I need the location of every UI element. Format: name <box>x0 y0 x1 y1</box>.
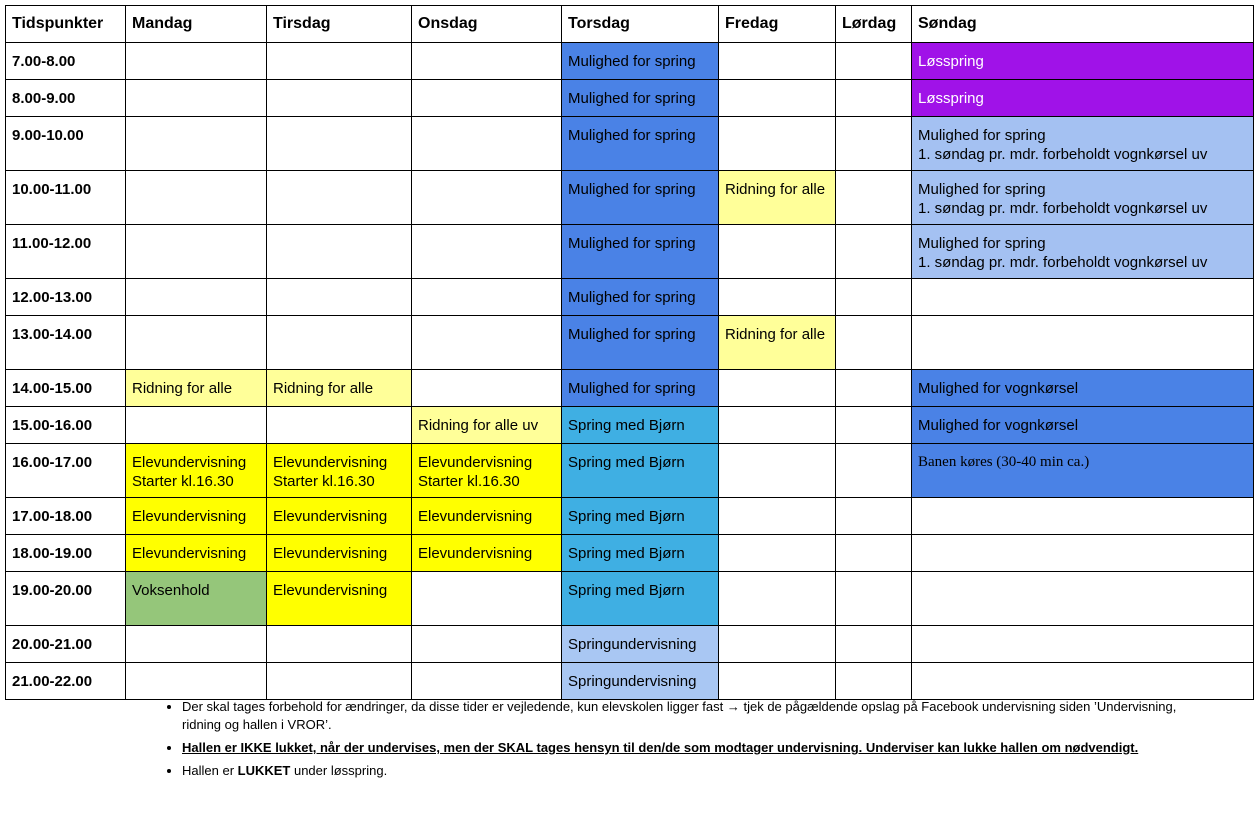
schedule-cell: Spring med Bjørn <box>562 572 719 626</box>
schedule-cell <box>719 370 836 407</box>
schedule-cell <box>719 80 836 117</box>
table-row <box>6 171 1254 225</box>
header-thursday: Torsdag <box>562 6 719 43</box>
schedule-cell: Elevundervisning <box>412 498 562 535</box>
table-row <box>6 663 1254 700</box>
schedule-cell <box>912 117 1254 171</box>
schedule-cell: Ridning for alle <box>267 370 412 407</box>
time-cell: 17.00-18.00 <box>6 498 126 535</box>
schedule-cell <box>719 117 836 171</box>
header-saturday: Lørdag <box>836 6 912 43</box>
schedule-cell <box>836 80 912 117</box>
table-row <box>6 316 1254 370</box>
header-row <box>6 6 1254 43</box>
table-row <box>6 279 1254 316</box>
schedule-cell <box>126 80 267 117</box>
schedule-cell <box>719 407 836 444</box>
cell-line: Starter kl.16.30 <box>132 473 234 490</box>
header-tuesday: Tirsdag <box>267 6 412 43</box>
schedule-cell: Spring med Bjørn <box>562 498 719 535</box>
time-cell: 18.00-19.00 <box>6 535 126 572</box>
schedule-cell <box>719 535 836 572</box>
time-cell: 21.00-22.00 <box>6 663 126 700</box>
schedule-cell <box>126 43 267 80</box>
schedule-cell: Mulighed for spring <box>562 279 719 316</box>
schedule-cell: Banen køres (30-40 min ca.) <box>912 444 1254 498</box>
schedule-cell: Mulighed for spring <box>562 370 719 407</box>
schedule-cell <box>267 225 412 279</box>
header-sunday: Søndag <box>912 6 1254 43</box>
schedule-cell: Mulighed for spring <box>562 171 719 225</box>
cell-line: Mulighed for spring <box>918 235 1046 252</box>
cell-line: Mulighed for spring <box>918 127 1046 144</box>
schedule-cell <box>836 370 912 407</box>
time-cell: 9.00-10.00 <box>6 117 126 171</box>
schedule-cell <box>267 316 412 370</box>
schedule-cell <box>836 171 912 225</box>
schedule-cell: Elevundervisning <box>412 535 562 572</box>
schedule-cell <box>912 316 1254 370</box>
schedule-cell <box>719 225 836 279</box>
schedule-cell <box>836 444 912 498</box>
schedule-cell: Spring med Bjørn <box>562 407 719 444</box>
schedule-cell <box>267 43 412 80</box>
schedule-cell <box>126 171 267 225</box>
schedule-cell: Spring med Bjørn <box>562 444 719 498</box>
note-text: Hallen er <box>182 763 238 778</box>
schedule-cell <box>836 407 912 444</box>
schedule-cell <box>126 626 267 663</box>
table-row <box>6 117 1254 171</box>
schedule-cell <box>126 225 267 279</box>
schedule-cell <box>836 572 912 626</box>
schedule-cell <box>412 626 562 663</box>
note-item: • Der skal tages forbehold for ændringer, da disse tider er vejledende, kun elevskolen ligger fast → tjek de pågældende opslag på Facebook undervisning siden ’Undervisning, ridning og hallen i VROR’. <box>182 698 1182 734</box>
schedule-cell: Mulighed for spring <box>562 225 719 279</box>
schedule-cell: Løsspring <box>912 80 1254 117</box>
cell-line: Elevundervisning <box>273 454 388 471</box>
schedule-cell <box>412 370 562 407</box>
schedule-cell: Mulighed for vognkørsel <box>912 370 1254 407</box>
schedule-cell: Mulighed for spring <box>562 117 719 171</box>
schedule-cell: Løsspring <box>912 43 1254 80</box>
schedule-cell <box>126 316 267 370</box>
note-text: under løsspring. <box>290 763 388 778</box>
note-item: • Hallen er IKKE lukket, når der undervises, men der SKAL tages hensyn til den/de som modtager undervisning. Underviser kan lukke hallen om nødvendigt. <box>182 739 1182 757</box>
schedule-cell <box>912 663 1254 700</box>
schedule-cell: Mulighed for spring <box>562 43 719 80</box>
time-cell: 15.00-16.00 <box>6 407 126 444</box>
schedule-cell: Ridning for alle uv <box>412 407 562 444</box>
schedule-cell <box>719 626 836 663</box>
schedule-cell <box>412 663 562 700</box>
schedule-cell: Elevundervisning <box>126 535 267 572</box>
header-monday: Mandag <box>126 6 267 43</box>
schedule-cell <box>412 572 562 626</box>
schedule-cell <box>267 663 412 700</box>
schedule-cell <box>126 663 267 700</box>
schedule-cell <box>836 225 912 279</box>
schedule-cell: Elevundervisning <box>267 572 412 626</box>
schedule-cell <box>719 43 836 80</box>
schedule-cell: Mulighed for spring <box>562 80 719 117</box>
schedule-cell <box>267 80 412 117</box>
schedule-cell <box>912 498 1254 535</box>
schedule-cell <box>412 171 562 225</box>
schedule-cell <box>836 316 912 370</box>
schedule-cell <box>836 43 912 80</box>
table-row <box>6 407 1254 444</box>
cell-line: 1. søndag pr. mdr. forbeholdt vognkørsel uv <box>918 146 1208 163</box>
schedule-cell <box>267 279 412 316</box>
cell-line: Mulighed for spring <box>918 181 1046 198</box>
schedule-cell <box>836 626 912 663</box>
schedule-table <box>5 5 1254 700</box>
schedule-cell <box>836 498 912 535</box>
schedule-cell <box>412 279 562 316</box>
schedule-cell <box>126 444 267 498</box>
schedule-cell <box>719 444 836 498</box>
cell-line: Starter kl.16.30 <box>418 473 520 490</box>
schedule-cell <box>267 626 412 663</box>
schedule-cell <box>912 572 1254 626</box>
table-row <box>6 80 1254 117</box>
table-row <box>6 498 1254 535</box>
schedule-cell <box>836 663 912 700</box>
schedule-cell <box>912 626 1254 663</box>
schedule-cell <box>412 117 562 171</box>
note-bold: LUKKET <box>237 763 291 778</box>
schedule-cell <box>719 663 836 700</box>
time-cell: 11.00-12.00 <box>6 225 126 279</box>
schedule-cell <box>126 117 267 171</box>
schedule-cell: Spring med Bjørn <box>562 535 719 572</box>
schedule-cell: Elevundervisning <box>267 498 412 535</box>
time-cell: 13.00-14.00 <box>6 316 126 370</box>
schedule-cell: Ridning for alle <box>719 171 836 225</box>
header-time: Tidspunkter <box>6 6 126 43</box>
schedule-cell <box>719 572 836 626</box>
schedule-cell <box>126 407 267 444</box>
table-row <box>6 535 1254 572</box>
time-cell: 12.00-13.00 <box>6 279 126 316</box>
schedule-cell: Elevundervisning <box>126 498 267 535</box>
schedule-cell: Elevundervisning <box>267 535 412 572</box>
time-cell: 7.00-8.00 <box>6 43 126 80</box>
table-row <box>6 572 1254 626</box>
schedule-cell <box>267 444 412 498</box>
note-item <box>182 762 1182 780</box>
schedule-cell <box>836 535 912 572</box>
header-friday: Fredag <box>719 6 836 43</box>
schedule-cell <box>836 279 912 316</box>
schedule-cell <box>912 171 1254 225</box>
schedule-cell <box>412 80 562 117</box>
cell-line: 1. søndag pr. mdr. forbeholdt vognkørsel uv <box>918 254 1208 271</box>
time-cell: 10.00-11.00 <box>6 171 126 225</box>
schedule-cell <box>912 535 1254 572</box>
schedule-cell <box>719 498 836 535</box>
schedule-cell: Springundervisning <box>562 663 719 700</box>
table-row <box>6 225 1254 279</box>
time-cell: 14.00-15.00 <box>6 370 126 407</box>
schedule-cell <box>267 171 412 225</box>
schedule-cell <box>267 117 412 171</box>
cell-line: Elevundervisning <box>132 454 247 471</box>
time-cell: 8.00-9.00 <box>6 80 126 117</box>
table-row <box>6 43 1254 80</box>
time-cell: 16.00-17.00 <box>6 444 126 498</box>
cell-line: Starter kl.16.30 <box>273 473 375 490</box>
table-row <box>6 370 1254 407</box>
notes-list <box>156 698 1182 785</box>
schedule-cell <box>412 316 562 370</box>
time-cell: 19.00-20.00 <box>6 572 126 626</box>
cell-line: Elevundervisning <box>418 454 533 471</box>
schedule-cell <box>912 279 1254 316</box>
schedule-cell <box>912 225 1254 279</box>
schedule-cell <box>267 407 412 444</box>
schedule-cell: Springundervisning <box>562 626 719 663</box>
cell-line: 1. søndag pr. mdr. forbeholdt vognkørsel uv <box>918 200 1208 217</box>
schedule-cell <box>412 225 562 279</box>
schedule-cell <box>412 43 562 80</box>
table-row <box>6 444 1254 498</box>
schedule-cell <box>126 279 267 316</box>
schedule-cell: Ridning for alle <box>719 316 836 370</box>
table-row <box>6 626 1254 663</box>
schedule-cell: Mulighed for spring <box>562 316 719 370</box>
schedule-cell <box>836 117 912 171</box>
header-wednesday: Onsdag <box>412 6 562 43</box>
schedule-cell <box>412 444 562 498</box>
time-cell: 20.00-21.00 <box>6 626 126 663</box>
schedule-cell <box>719 279 836 316</box>
schedule-cell: Voksenhold <box>126 572 267 626</box>
schedule-cell: Ridning for alle <box>126 370 267 407</box>
schedule-cell: Mulighed for vognkørsel <box>912 407 1254 444</box>
